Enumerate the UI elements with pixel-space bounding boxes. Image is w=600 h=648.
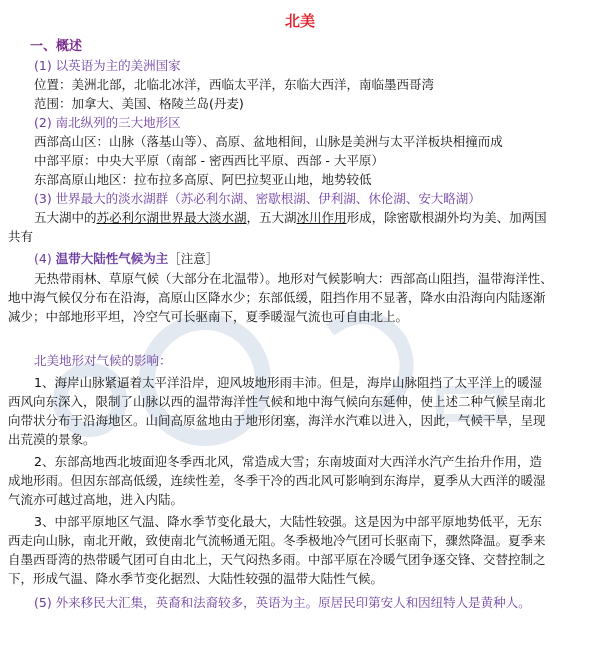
page-title: 北美: [284, 12, 315, 30]
climate-para-line-2: 地中海气候仅分布在沿海，高原山区降水少；东部低缓，阻挡作用不显著，降水由沿海向内陆逐渐: [8, 290, 546, 305]
lakes-text-c: ，五大湖: [246, 210, 297, 225]
p3-line-2: 西走向山脉，南北开敞，致使南北气流畅通无阻。冬季极地冷气团可长驱南下，骤然降温。夏季来: [8, 533, 546, 548]
p2-line-3: 气流亦可越过高地，进入内陆。: [8, 492, 184, 507]
p1-line-3: 向带状分布于沿海地区。山间高原盆地由于地形闭塞，海洋水汽难以进入，因此，气候干旱，呈现: [8, 413, 546, 428]
climate-para-line-1: 无热带雨林、草原气候（大部分在北温带）。地形对气候影响大：西部高山阻挡，温带海洋性、: [34, 271, 553, 286]
terrain-central: 中部平原：中央大平原（南部 - 密西西比平原、西部 - 大平原）: [34, 153, 384, 168]
subheading-4-note: ［注意］: [168, 251, 219, 266]
lakes-line: [34, 209, 547, 226]
p3-line-3: 自墨西哥湾的热带暖气团可自由北上，天气闷热多雨。中部平原在冷暖气团争逐交锋、交替控制之: [8, 552, 546, 567]
subheading-3: [34, 190, 481, 207]
subheading-2: (2) 南北纵列的三大地形区: [34, 115, 181, 130]
lakes-text-e: 形成，除密歇根湖外均为美、加两国: [346, 210, 547, 225]
p2-line-2: 成地形雨。但因东部高低缓，连续性差，冬季干冷的西北风可影响到东海岸，夏季从大西洋的暖湿: [8, 473, 546, 488]
p1-line-4: 出荒漠的景象。: [8, 432, 96, 447]
scope-line: 范围：加拿大、美国、格陵兰岛(丹麦): [34, 96, 244, 111]
section-heading-overview: 一、概述: [30, 39, 83, 54]
p1-line-1: 1、海岸山脉紧逼着太平洋沿岸，迎风坡地形雨丰沛。但是，海岸山脉阻挡了太平洋上的暖湿: [34, 375, 542, 390]
influence-heading: 北美地形对气候的影响：: [34, 353, 172, 368]
subheading-4-main: 温带大陆性气候为主: [55, 251, 169, 266]
subheading-1: (1) 以英语为主的美洲国家: [34, 58, 181, 73]
p3-line-1: 3、中部平原地区气温、降水季节变化最大，大陆性较强。这是因为中部平原地势低平，无东: [34, 514, 542, 529]
lakes-text-superior: 苏必利尔湖世界最大淡水湖: [96, 210, 247, 225]
subheading-5: (5) 外来移民大汇集，英裔和法裔较多，英语为主。原居民印第安人和因纽特人是黄种人。: [34, 595, 531, 610]
subheading-3-main: (3) 世界最大的淡水湖群: [34, 191, 169, 206]
subheading-3-lakes: （苏必利尔湖、密歇根湖、伊利湖、休伦湖、安大略湖）: [168, 191, 481, 206]
location-line: 位置：美洲北部，北临北冰洋，西临太平洋，东临大西洋，南临墨西哥湾: [34, 77, 435, 92]
terrain-west: 西部高山区：山脉（落基山等）、高原、盆地相间，山脉是美洲与太平洋板块相撞而成: [34, 134, 503, 149]
p3-line-4: 下，形成气温、降水季节变化据烈、大陆性较强的温带大陆性气候。: [8, 571, 384, 586]
climate-para-line-3: 减少；中部地形平坦，冷空气可长驱南下，夏季暖湿气流也可自由北上。: [8, 309, 409, 324]
lakes-text-glacial: 冰川作用: [296, 210, 347, 225]
p1-line-2: 西风向东深入，限制了山脉以西的温带海洋性气候和地中海气候向东延伸，使上述二种气候呈南北: [8, 394, 546, 409]
subheading-4: [34, 250, 218, 267]
terrain-east: 东部高原山地区：拉布拉多高原、阿巴拉契亚山地，地势较低: [34, 172, 372, 187]
lakes-text-a: 五大湖中的: [34, 210, 97, 225]
p2-line-1: 2、东部高地西北坡面迎冬季西北风，常造成大雪；东南坡面对大西洋水汽产生抬升作用，造: [34, 454, 542, 469]
subheading-4-num: (4): [34, 251, 52, 266]
lakes-line-2: 共有: [8, 229, 34, 244]
